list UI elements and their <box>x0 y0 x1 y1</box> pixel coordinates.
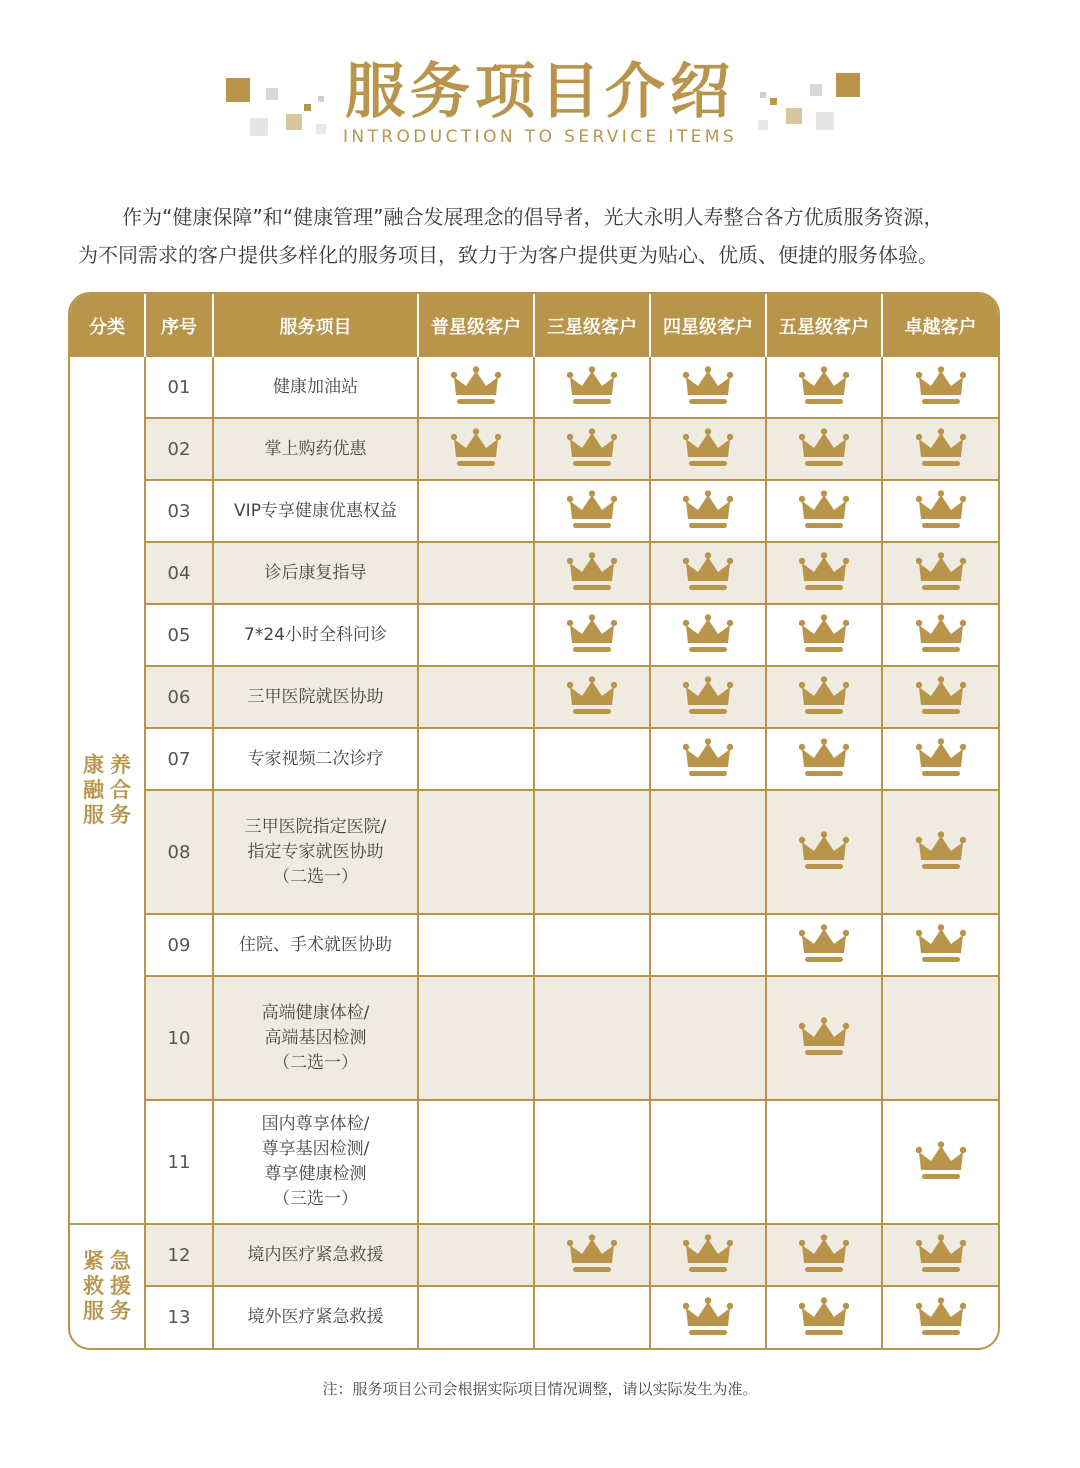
tier-cell <box>767 1101 883 1225</box>
crown-icon <box>799 365 849 409</box>
tier-cell <box>419 419 535 481</box>
tier-cell <box>767 791 883 915</box>
tier-cell <box>535 667 651 729</box>
row-number: 11 <box>146 1101 214 1225</box>
service-name-line: （三选一） <box>273 1189 358 1209</box>
header-category: 分类 <box>70 294 146 357</box>
row-number: 06 <box>146 667 214 729</box>
tier-cell <box>651 1101 767 1225</box>
page-title: 服务项目介绍 <box>345 57 735 127</box>
crown-icon <box>683 675 733 719</box>
crown-icon <box>799 675 849 719</box>
service-name-line: 尊享健康检测 <box>264 1164 367 1184</box>
tier-cell <box>883 977 998 1101</box>
tier-cell <box>651 419 767 481</box>
tier-cell <box>535 791 651 915</box>
tier-cell <box>651 481 767 543</box>
tier-cell <box>767 1287 883 1348</box>
tier-cell <box>767 357 883 419</box>
tier-cell <box>419 915 535 977</box>
crown-icon <box>916 923 966 967</box>
service-name <box>214 729 419 791</box>
service-name <box>214 605 419 667</box>
tier-cell <box>767 915 883 977</box>
header-service: 服务项目 <box>214 294 419 357</box>
header-tier-regular: 普星级客户 <box>419 294 535 357</box>
tier-cell <box>651 915 767 977</box>
service-name <box>214 1101 419 1225</box>
tier-cell <box>883 1287 998 1348</box>
row-number: 07 <box>146 729 214 791</box>
tier-cell <box>535 419 651 481</box>
crown-icon <box>683 737 733 781</box>
tier-cell <box>767 481 883 543</box>
service-name <box>214 543 419 605</box>
tier-cell <box>535 605 651 667</box>
tier-cell <box>651 357 767 419</box>
header-tier-premier: 卓越客户 <box>883 294 998 357</box>
tier-cell <box>767 543 883 605</box>
tier-cell <box>419 1287 535 1348</box>
crown-icon <box>799 551 849 595</box>
intro-paragraph <box>78 198 1008 274</box>
crown-icon <box>567 489 617 533</box>
crown-icon <box>799 1233 849 1277</box>
tier-cell <box>883 419 998 481</box>
tier-cell <box>419 481 535 543</box>
service-name <box>214 1225 419 1287</box>
crown-icon <box>567 365 617 409</box>
service-name <box>214 791 419 915</box>
service-name-line: 尊享基因检测/ <box>261 1139 370 1159</box>
crown-icon <box>799 613 849 657</box>
tier-cell <box>651 1287 767 1348</box>
crown-icon <box>683 489 733 533</box>
tier-cell <box>419 1225 535 1287</box>
category-emergency-service <box>70 1225 146 1348</box>
tier-cell <box>651 1225 767 1287</box>
service-name-line: （二选一） <box>273 1052 358 1073</box>
row-number: 02 <box>146 419 214 481</box>
page-header <box>0 0 1080 160</box>
tier-cell <box>419 543 535 605</box>
header-tier-five-star: 五星级客户 <box>767 294 883 357</box>
service-name-line: 三甲医院指定医院/ <box>244 816 387 837</box>
crown-icon <box>567 613 617 657</box>
crown-icon <box>683 613 733 657</box>
crown-icon <box>916 737 966 781</box>
category-line: 康养 <box>83 752 137 777</box>
row-number: 08 <box>146 791 214 915</box>
tier-cell <box>419 729 535 791</box>
page-subtitle: INTRODUCTION TO SERVICE ITEMS <box>342 127 738 147</box>
row-number: 09 <box>146 915 214 977</box>
tier-cell <box>651 605 767 667</box>
tier-cell <box>535 977 651 1101</box>
crown-icon <box>916 427 966 471</box>
service-name-line: 专家视频二次诊疗 <box>247 748 384 769</box>
service-table <box>68 292 1000 1350</box>
crown-icon <box>799 923 849 967</box>
row-number: 05 <box>146 605 214 667</box>
tier-cell <box>651 977 767 1101</box>
crown-icon <box>799 1296 849 1340</box>
service-name-line: 7*24小时全科问诊 <box>244 624 387 645</box>
tier-cell <box>535 915 651 977</box>
row-number: 10 <box>146 977 214 1101</box>
category-line: 紧急 <box>83 1249 137 1273</box>
crown-icon <box>916 1296 966 1340</box>
category-line: 融合 <box>83 777 137 802</box>
tier-cell <box>767 605 883 667</box>
crown-icon <box>451 427 501 471</box>
service-name-line: 国内尊享体检/ <box>261 1114 370 1134</box>
crown-icon <box>683 1233 733 1277</box>
crown-icon <box>916 1233 966 1277</box>
tier-cell <box>651 667 767 729</box>
category-health-service <box>70 357 146 1225</box>
tier-cell <box>651 729 767 791</box>
tier-cell <box>419 357 535 419</box>
tier-cell <box>767 667 883 729</box>
crown-icon <box>799 1016 849 1060</box>
service-name-line: （二选一） <box>273 866 358 887</box>
tier-cell <box>883 357 998 419</box>
service-name <box>214 481 419 543</box>
category-line: 服务 <box>83 802 137 827</box>
category-line: 服务 <box>83 1299 137 1323</box>
tier-cell <box>883 667 998 729</box>
header-tier-four-star: 四星级客户 <box>651 294 767 357</box>
tier-cell <box>883 481 998 543</box>
crown-icon <box>451 365 501 409</box>
tier-cell <box>651 543 767 605</box>
tier-cell <box>651 791 767 915</box>
tier-cell <box>535 357 651 419</box>
service-name <box>214 667 419 729</box>
crown-icon <box>567 1233 617 1277</box>
crown-icon <box>916 830 966 874</box>
tier-cell <box>883 1225 998 1287</box>
crown-icon <box>916 365 966 409</box>
crown-icon <box>567 551 617 595</box>
footnote: 注：服务项目公司会根据实际项目情况调整，请以实际发生为准。 <box>322 1380 758 1398</box>
tier-cell <box>535 543 651 605</box>
crown-icon <box>799 737 849 781</box>
header-number: 序号 <box>146 294 214 357</box>
tier-cell <box>767 1225 883 1287</box>
crown-icon <box>683 427 733 471</box>
service-name-line: 境内医疗紧急救援 <box>247 1244 384 1265</box>
tier-cell <box>883 791 998 915</box>
tier-cell <box>767 729 883 791</box>
crown-icon <box>683 1296 733 1340</box>
service-name <box>214 419 419 481</box>
row-number: 01 <box>146 357 214 419</box>
crown-icon <box>916 551 966 595</box>
service-name-line: 住院、手术就医协助 <box>239 934 392 955</box>
service-name-line: 健康加油站 <box>273 376 358 397</box>
tier-cell <box>767 977 883 1101</box>
tier-cell <box>535 1101 651 1225</box>
service-name-line: 高端基因检测 <box>264 1027 367 1048</box>
header-tier-three-star: 三星级客户 <box>535 294 651 357</box>
service-name-line: 掌上购药优惠 <box>264 438 367 459</box>
service-name-line: 指定专家就医协助 <box>247 841 384 862</box>
crown-icon <box>916 1140 966 1184</box>
crown-icon <box>683 551 733 595</box>
tier-cell <box>419 667 535 729</box>
crown-icon <box>567 675 617 719</box>
service-name-line: 诊后康复指导 <box>264 562 367 583</box>
category-line: 救援 <box>83 1274 137 1298</box>
tier-cell <box>535 481 651 543</box>
crown-icon <box>916 675 966 719</box>
tier-cell <box>883 729 998 791</box>
crown-icon <box>916 489 966 533</box>
crown-icon <box>567 427 617 471</box>
tier-cell <box>419 605 535 667</box>
service-name-line: 高端健康体检/ <box>261 1002 370 1023</box>
service-name-line: VIP专享健康优惠权益 <box>234 500 397 521</box>
crown-icon <box>916 613 966 657</box>
tier-cell <box>883 605 998 667</box>
row-number: 12 <box>146 1225 214 1287</box>
crown-icon <box>683 365 733 409</box>
intro-line: 作为“健康保障”和“健康管理”融合发展理念的倡导者，光大永明人寿整合各方优质服务资源， <box>122 205 944 229</box>
tier-cell <box>535 729 651 791</box>
tier-cell <box>767 419 883 481</box>
tier-cell <box>883 543 998 605</box>
service-name <box>214 1287 419 1348</box>
crown-icon <box>799 830 849 874</box>
service-name-line: 境外医疗紧急救援 <box>247 1307 384 1327</box>
row-number: 13 <box>146 1287 214 1348</box>
intro-line: 为不同需求的客户提供多样化的服务项目，致力于为客户提供更为贴心、优质、便捷的服务体验。 <box>78 243 938 267</box>
service-name <box>214 977 419 1101</box>
tier-cell <box>419 791 535 915</box>
tier-cell <box>883 915 998 977</box>
tier-cell <box>535 1225 651 1287</box>
tier-cell <box>419 977 535 1101</box>
service-name <box>214 357 419 419</box>
tier-cell <box>535 1287 651 1348</box>
row-number: 03 <box>146 481 214 543</box>
row-number: 04 <box>146 543 214 605</box>
service-name-line: 三甲医院就医协助 <box>247 686 384 707</box>
service-table-grid <box>70 294 998 1348</box>
crown-icon <box>799 489 849 533</box>
service-name <box>214 915 419 977</box>
tier-cell <box>883 1101 998 1225</box>
tier-cell <box>419 1101 535 1225</box>
crown-icon <box>799 427 849 471</box>
